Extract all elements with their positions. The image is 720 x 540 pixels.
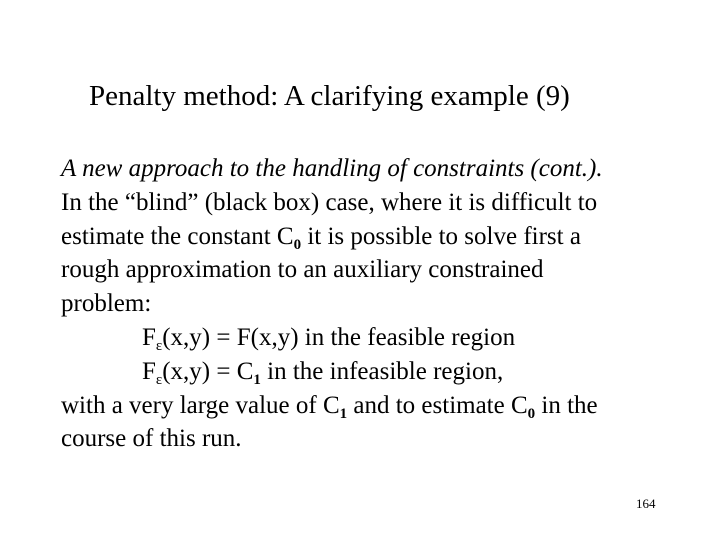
- text-segment: estimate the constant C: [61, 222, 294, 250]
- subscript: 1: [253, 371, 261, 388]
- text-segment: it is possible to solve first a: [301, 222, 581, 250]
- page-number: 164: [636, 496, 656, 511]
- subscript: 1: [339, 405, 348, 422]
- equation-feasible: [61, 321, 691, 355]
- body-line-4: rough approximation to an auxiliary constrained: [61, 256, 544, 284]
- equation-text: (x,y) = F(x,y) in the feasible region: [162, 323, 516, 351]
- subscript: 0: [527, 405, 536, 422]
- equation-symbol: F: [142, 323, 156, 351]
- body-line-9: course of this run.: [61, 425, 242, 453]
- body-line-2: In the “blind” (black box) case, where it is difficult to: [61, 188, 598, 216]
- epsilon-subscript: ε: [155, 371, 163, 388]
- text-segment: and to estimate C: [347, 391, 528, 419]
- subscript: 0: [293, 236, 302, 253]
- text-segment: in the: [535, 391, 598, 419]
- equation-text: (x,y) = C: [162, 357, 254, 385]
- equation-symbol: F: [142, 357, 156, 385]
- equation-infeasible: [61, 355, 691, 389]
- body-heading: A new approach to the handling of constraints (cont.).: [61, 155, 603, 182]
- body-line-5: problem:: [61, 290, 152, 318]
- body-line-3: [61, 220, 691, 254]
- equation-text: in the infeasible region,: [260, 357, 504, 385]
- slide-title: Penalty method: A clarifying example (9): [89, 80, 570, 112]
- epsilon-subscript: ε: [155, 337, 163, 354]
- slide-body: [61, 152, 691, 456]
- body-line-8: [61, 389, 691, 423]
- text-segment: with a very large value of C: [61, 391, 340, 419]
